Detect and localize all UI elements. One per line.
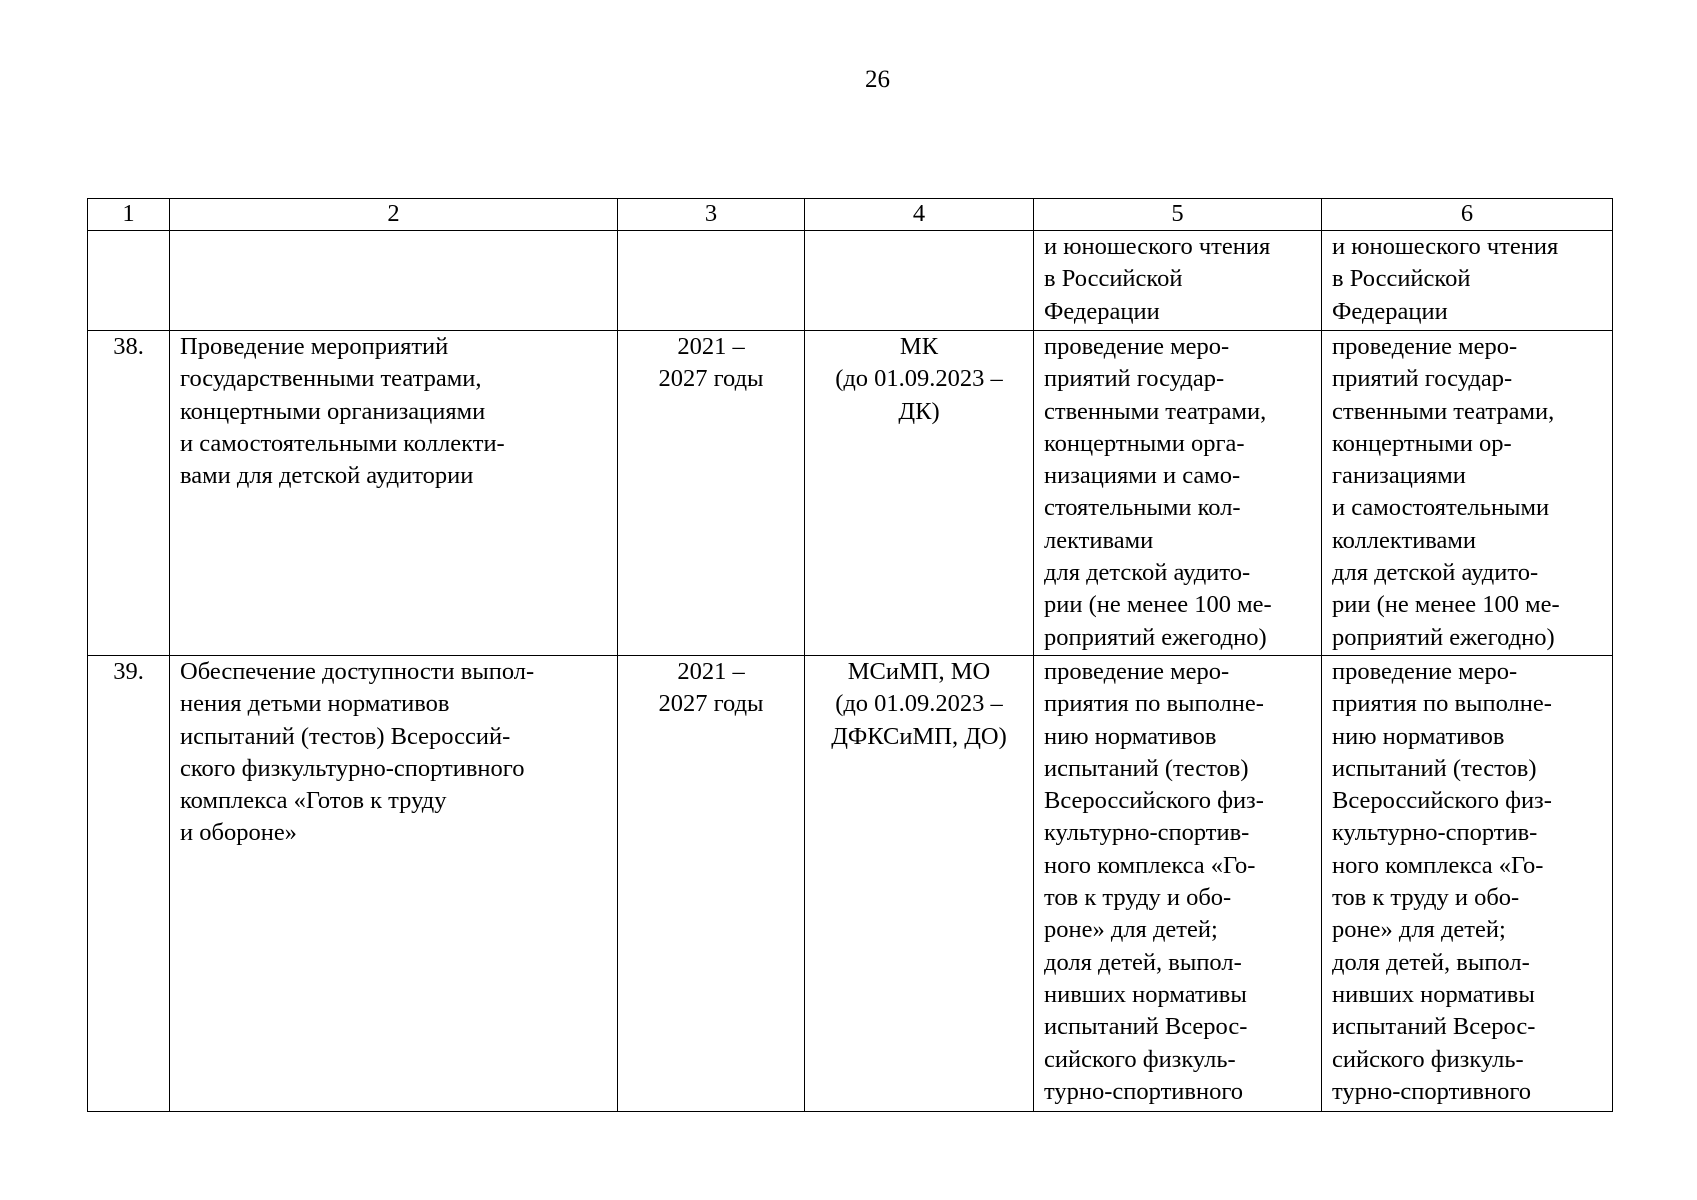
column-header-6: 6 [1322,199,1613,231]
responsible-cell: МК (до 01.09.2023 – ДК) [805,331,1034,656]
indicator-cell: проведение меро- приятия по выполне- нию нормативов испытаний (тестов) Всероссийского физ- культурно-спортив- ного комплекса «Го- тов к труду и обо- роне» для детей; доля детей, выпол- нивших нормативы испытаний Всерос- сийского физкуль- турно-спортивного [1322,656,1613,1112]
table-header-row [88,199,1613,231]
page-number: 26 [865,66,890,93]
indicator-cell: и юношеского чтения в Российской Федерации [1322,231,1613,331]
table-row-38 [88,331,1613,656]
result-cell: проведение меро- приятия по выполне- нию нормативов испытаний (тестов) Всероссийского физ- культурно-спортив- ного комплекса «Го- тов к труду и обо- роне» для детей; доля детей, выпол- нивших нормативы испытаний Всерос- сийского физкуль- турно-спортивного [1034,656,1322,1112]
table-row-continuation [88,231,1613,331]
row-number: 38. [88,331,170,656]
measure-cell: Проведение мероприятий государственными театрами, концертными организациями и самостоятельными коллекти- вами для детской аудитории [170,331,618,656]
measures-table [87,198,1613,1112]
result-cell: проведение меро- приятий государ- ственными театрами, концертными орга- низациями и само- стоятельными кол- лективами для детской аудито- рии (не менее 100 ме- роприятий ежегодно) [1034,331,1322,656]
responsible-cell [805,231,1034,331]
indicator-cell: проведение меро- приятий государ- ственными театрами, концертными ор- ганизациями и самостоятельными коллективами для детской аудито- рии (не менее 100 ме- роприятий ежегодно) [1322,331,1613,656]
column-header-5: 5 [1034,199,1322,231]
measure-cell [170,231,618,331]
period-cell [618,231,805,331]
column-header-1: 1 [88,199,170,231]
row-number [88,231,170,331]
period-cell: 2021 – 2027 годы [618,656,805,1112]
result-cell: и юношеского чтения в Российской Федерации [1034,231,1322,331]
measure-cell: Обеспечение доступности выпол- нения детьми нормативов испытаний (тестов) Всероссий- ского физкультурно-спортивного комплекса «Готов к труду и обороне» [170,656,618,1112]
period-cell: 2021 – 2027 годы [618,331,805,656]
responsible-cell: МСиМП, МО (до 01.09.2023 – ДФКСиМП, ДО) [805,656,1034,1112]
column-header-3: 3 [618,199,805,231]
column-header-2: 2 [170,199,618,231]
table-row-39 [88,656,1613,1112]
row-number: 39. [88,656,170,1112]
column-header-4: 4 [805,199,1034,231]
